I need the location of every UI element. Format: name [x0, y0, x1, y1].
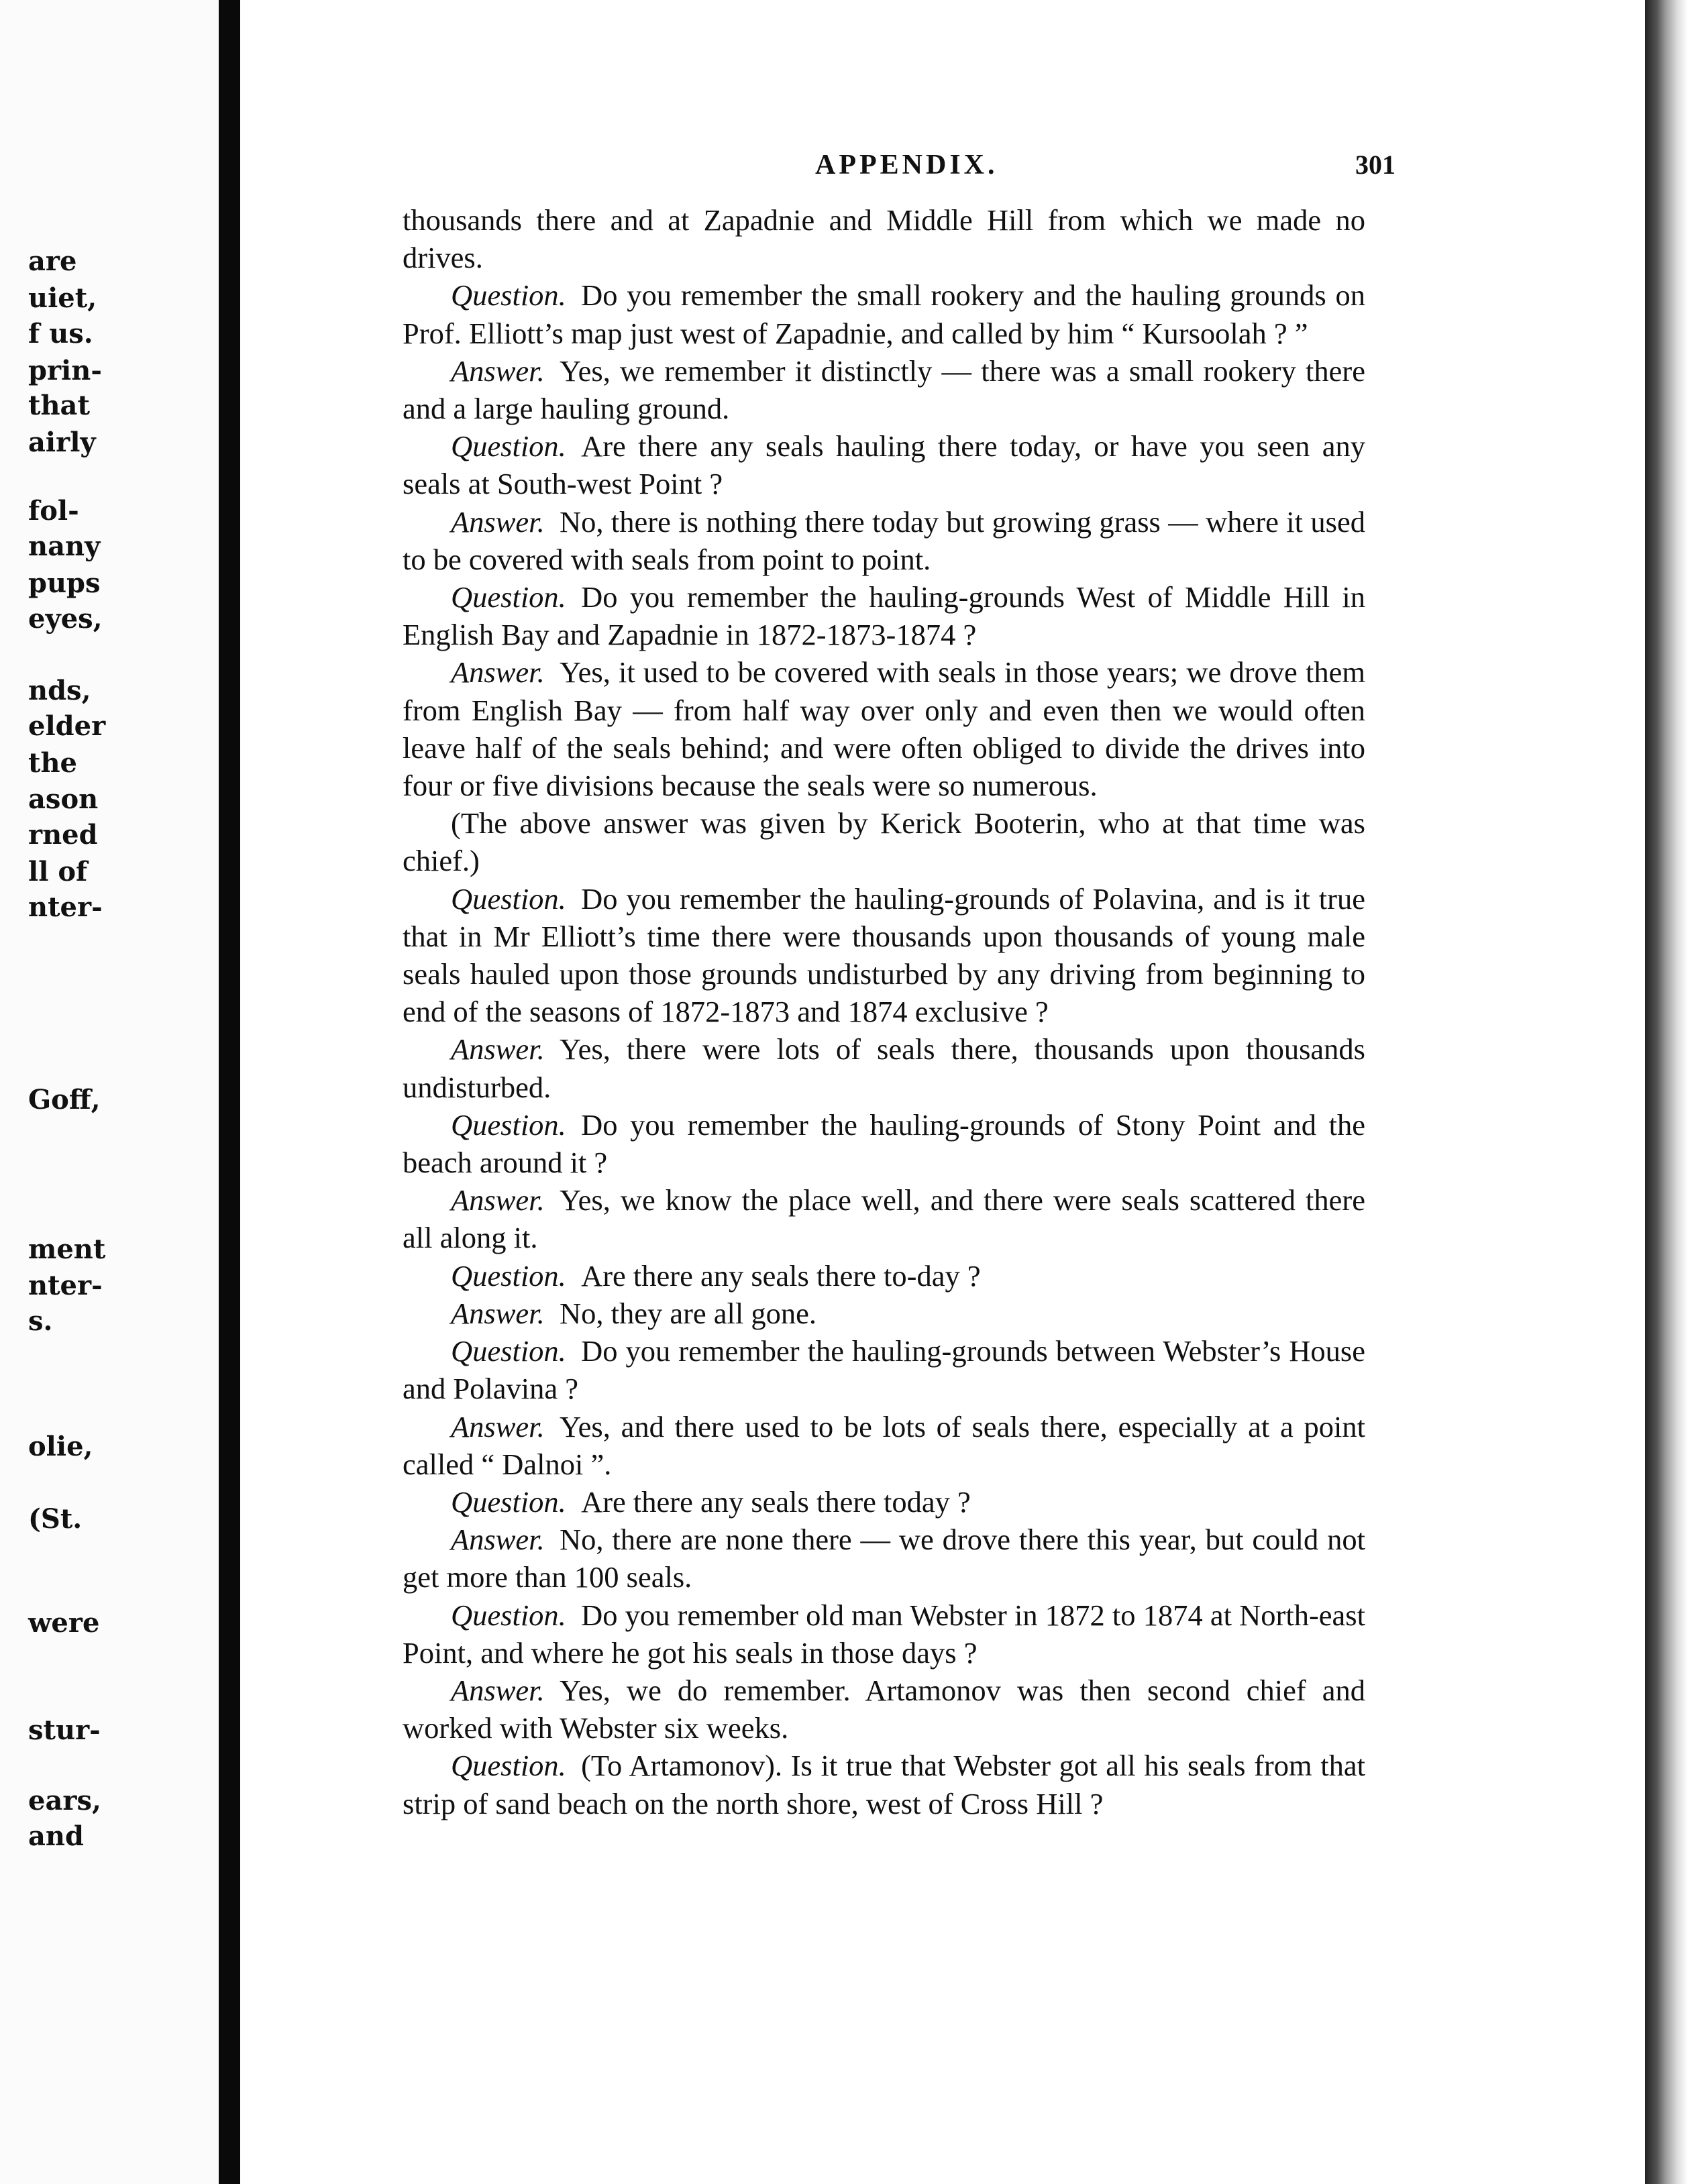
facing-page-text: elder [28, 710, 106, 742]
facing-page-text: fol- [28, 495, 79, 527]
speaker-label: Answer. [451, 1409, 545, 1443]
paragraph-text: Do you remember the hauling-grounds West of Middle Hill in English Bay and Zapadnie in 1872-1873-1874 ? [403, 580, 1365, 652]
facing-page-text: nter- [28, 891, 103, 923]
facing-page-text: s. [28, 1305, 53, 1337]
facing-page-text: eyes, [28, 603, 103, 635]
paragraph-text: Yes, we know the place well, and there were seals scattered there all along it. [403, 1183, 1365, 1255]
paragraph [403, 1181, 1365, 1256]
facing-page-text: ason [28, 783, 99, 815]
speaker-label: Question. [451, 881, 566, 916]
paragraph-text: Do you remember the hauling-grounds of Polavina, and is it true that in Mr Elliott’s time there were thousands upon thousands of young male seals hauled upon those grounds undisturbed by any driving from beginning to end of the seasons of 1872-1873 and 1874 exclusive ? [403, 881, 1365, 1029]
speaker-label: Answer. [451, 655, 545, 690]
paragraph [403, 503, 1365, 578]
facing-page-text: that [28, 390, 90, 421]
paragraph-text: (To Artamonov). Is it true that Webster got all his seals from that strip of sand beach on the north shore, west of Cross Hill ? [403, 1749, 1365, 1820]
paragraph [403, 1408, 1365, 1483]
facing-page-text: were [28, 1607, 100, 1639]
paragraph-text: thousands there and at Zapadnie and Middle Hill from which we made no drives. [403, 203, 1365, 275]
facing-page-text: olie, [28, 1431, 93, 1462]
paragraph-text: Are there any seals hauling there today, or have you seen any seals at South-west Point ? [403, 429, 1365, 501]
paragraph [403, 1596, 1365, 1672]
facing-page-text: f us. [28, 318, 93, 349]
book-page [376, 0, 1630, 2184]
speaker-label: Question. [451, 1749, 566, 1783]
facing-page-text: airly [28, 427, 96, 458]
facing-page-text: prin- [28, 355, 102, 386]
paragraph [403, 276, 1365, 351]
speaker-label: Answer. [451, 1523, 545, 1557]
paragraph-text: Do you remember old man Webster in 1872 to 1874 at North-east Point, and where he got his seals in those days ? [403, 1598, 1365, 1670]
paragraph-text: Are there any seals there today ? [581, 1484, 971, 1519]
paragraph [403, 1030, 1365, 1105]
facing-page-text: the [28, 747, 78, 779]
facing-page-text: rned [28, 819, 98, 851]
paragraph [403, 1295, 1365, 1332]
body-text [403, 201, 1365, 1822]
paragraph [403, 1483, 1365, 1521]
facing-page-text: uiet, [28, 282, 97, 314]
facing-page-text: ears, [28, 1785, 101, 1816]
speaker-label: Answer. [451, 1673, 545, 1707]
paragraph-text: (The above answer was given by Kerick Booterin, who at that time was chief.) [403, 806, 1365, 878]
speaker-label: Answer. [451, 504, 545, 539]
speaker-label: Question. [451, 429, 566, 463]
speaker-label: Answer. [451, 1296, 545, 1330]
facing-page-text: ll of [28, 856, 88, 887]
paragraph-text: Yes, it used to be covered with seals in those years; we drove them from English Bay — from half way over only and even then we would often leave half of the seals behind; and were often obliged to divide the drives into four or five divisions because the seals were so numerous. [403, 655, 1365, 803]
paragraph [403, 1521, 1365, 1596]
paragraph-text: Do you remember the hauling-grounds of Stony Point and the beach around it ? [403, 1107, 1365, 1180]
paragraph [403, 1106, 1365, 1181]
paragraph-text: Are there any seals there to-day ? [581, 1258, 981, 1293]
speaker-label: Question. [451, 278, 566, 313]
paragraph [403, 880, 1365, 1031]
paragraph [403, 1672, 1365, 1747]
facing-page-text: ment [28, 1234, 106, 1265]
book-gutter [219, 0, 240, 2184]
running-title: APPENDIX. [815, 150, 998, 180]
paragraph-text: Do you remember the hauling-grounds between Webster’s House and Polavina ? [403, 1334, 1365, 1406]
speaker-label: Question. [451, 1334, 566, 1368]
paragraph-text: No, they are all gone. [559, 1296, 817, 1330]
paragraph-text: No, there are none there — we drove there this year, but could not get more than 100 seals. [403, 1523, 1365, 1594]
paragraph-text: Yes, and there used to be lots of seals there, especially at a point called “ Dalnoi ”. [403, 1409, 1365, 1481]
paragraph-text: Do you remember the small rookery and the hauling grounds on Prof. Elliott’s map just west of Zapadnie, and called by him “ Kursoolah ? ” [403, 278, 1365, 350]
paragraph [403, 804, 1365, 879]
speaker-label: Question. [451, 1258, 566, 1293]
speaker-label: Answer. [451, 353, 545, 388]
facing-page-text: stur- [28, 1714, 101, 1746]
facing-page-fragment [0, 0, 221, 2184]
running-head [376, 141, 1395, 181]
speaker-label: Question. [451, 580, 566, 614]
speaker-label: Question. [451, 1107, 566, 1142]
speaker-label: Question. [451, 1484, 566, 1519]
paragraph-text: Yes, there were lots of seals there, thousands upon thousands undisturbed. [403, 1032, 1365, 1104]
facing-page-text: pups [28, 567, 101, 599]
facing-page-text: nany [28, 531, 101, 562]
facing-page-text: are [28, 245, 77, 277]
paragraph-text: No, there is nothing there today but growing grass — where it used to be covered with seals from point to point. [403, 504, 1365, 576]
speaker-label: Answer. [451, 1183, 545, 1217]
paragraph [403, 352, 1365, 427]
paragraph [403, 1747, 1365, 1822]
paragraph [403, 1257, 1365, 1295]
paragraph [403, 427, 1365, 502]
facing-page-text: and [28, 1820, 84, 1852]
facing-page-text: (St. [28, 1503, 83, 1535]
paragraph [403, 653, 1365, 804]
speaker-label: Question. [451, 1598, 566, 1632]
facing-page-text: nter- [28, 1270, 103, 1301]
speaker-label: Answer. [451, 1032, 545, 1067]
paragraph [403, 1332, 1365, 1407]
page-edge-shadow [1645, 0, 1688, 2184]
facing-page-text: Goff, [28, 1084, 101, 1115]
paragraph-text: Yes, we remember it distinctly — there was a small rookery there and a large hauling ground. [403, 353, 1365, 426]
page-number: 301 [1355, 150, 1395, 180]
paragraph-text: Yes, we do remember. Artamonov was then second chief and worked with Webster six weeks. [403, 1673, 1365, 1745]
facing-page-text: nds, [28, 675, 91, 706]
paragraph [403, 201, 1365, 276]
paragraph [403, 578, 1365, 653]
